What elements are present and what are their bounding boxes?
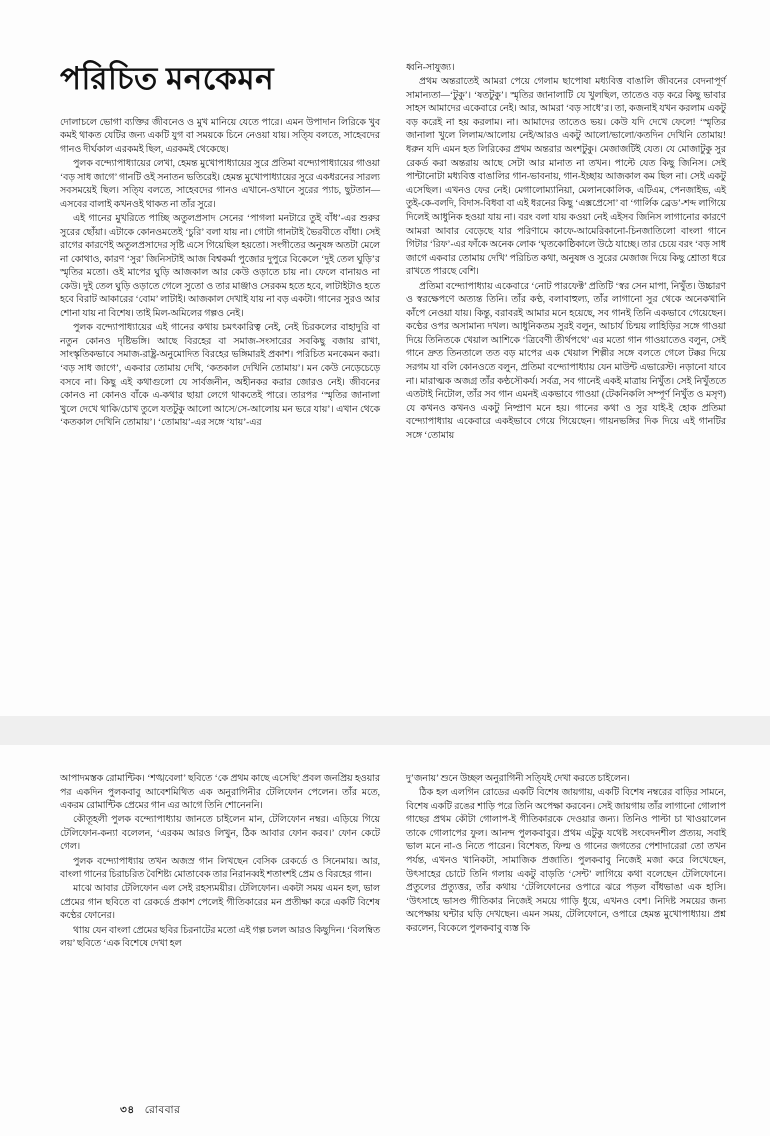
page-number: ৩৪	[120, 1105, 135, 1116]
paragraph: মাঝে আবার টেলিফোন এল সেই রহস্যময়ীর। টেলিফোন। একটা সময় এমন হল, ভাল প্রেমের গান ছবিতে বা রেকর্ডে প্রকাশ পেলেই গীতিকারের মন প্রতীক্ষা করে একটি বিশেষ কণ্ঠের ফোনের।	[60, 884, 380, 922]
paragraph: এই গানের মুখরিতে পাচ্ছি অতুলপ্রসাদ সেনের ‘পাগলা মনটারে তুই বাঁধ’-এর শুরুর সুরের ছোঁয়া। এটাকে কোনওমতেই ‘চুরি’ বলা যায় না। গোটা গানটাই ভৈরবীতে বাঁধা। সেই রাগের কারণেই অতুলপ্রসাদের সৃষ্টি এসে গিয়েছিল হয়তো। সংগীতের অনুষঙ্গ অতটা মেলে না কোথাও, কারণ ‘সুর’ জিনিসটাই আজ বিশ্বকর্মা পুজোর দুপুরে বিকেলে ‘দুই তেল ঘুড়ি’র স্মৃতির মতো। ওই মাপের ঘুড়ি আজকাল আর কেউ ওড়াতে চায় না। ফেলে বানায়ও না কেউ। দুই তেল ঘুড়ি ওড়াতে গেলে সুতো ও তার মাঞ্জাও সেরকম হতে হবে, লাটাইটাও হতে হবে বিরাট আকারের ‘বোম’ লাটাই। আজকাল দেখাই যায় না বড় একটা। গানের সুরও আর শোনা যায় না বিশেষ। তাই মিল-অমিলের গল্পও নেই।	[60, 213, 380, 320]
paragraph: কৌতূহলী পুলক বন্দ্যোপাধ্যায় জানতে চাইলেন মান, টেলিফোন নম্বর। এড়িয়ে গিয়ে টেলিফোন-কন্যা বলেলন, ‘এরকম আরও লিখুন, ঠিক আবার ফোন করব।’ ফোন কেটে গেল।	[60, 815, 380, 853]
paragraph: ধ্বনি-সাযুজ্য।	[406, 63, 455, 73]
publication-name: রোববার	[144, 1105, 181, 1116]
paragraph: ঠিক হল এলগিন রোডের একটি বিশেষ জায়গায়, একটি বিশেষ নম্বরের বাড়ির সামনে, বিশেষ একটি রঙের শাড়ি পরে তিনি অপেক্ষা করবেন। সেই জায়গায় তাঁর লাগানো গোলাপ গাছের প্রথম কৌটা গোলাপ-ই গীতিকারকে দেওয়ার জন্য। তিনিও পাল্টা চা খাওয়ালেন তাকে গোলাপের ফুল। আনন্দ পুলকবাবুর। প্রথম এটুকু যথেষ্ট সংবেদনশীল প্রত্যয়, সবাই ভাল মনে না-ও নিতে পারেন। বিশেষত, ফিল্ম ও গানের জগতের পেশাদারেরা তো তখন পর্যন্ত, এখনও খানিকটা, সামাজিক প্রজাতি। পুলকবাবু নিজেই মজা করে লিখেছেন, উৎসাহের চোটে তিনি গলায় একটু বাড়তি ‘সেন্ট’ লাগিয়ে কথা বলেছেন টেলিফোনে। প্রতুলের প্রত্যুত্তর, তাঁর কথায় ‘টেলিফোনের ওপারে ঝরে পড়ল বাঁধভাঙা এক হাসি। ‘উৎসাহে ভাসণ্ড গীতিকার নিজেই সময়ে গাড়ি ধুয়ে, এখনও বেশ। নিদিষ্ট সময়ের জন্য অপেক্ষায় ঘন্টার ঘড়ি দেখছেন। এমন সময়, টেলিফোনে, ওপারে হেমন্ত মুখোপাধ্যায়। প্রশ্ন করলেন, বিকেলে পুলকবাবু ব্যস্ত কি	[406, 788, 726, 935]
paragraph: দোলাচলে ভোগা ব্যক্তির জীবনেও ও মুখ মানিয়ে যেতে পারে। এমন উপাদান লিরিকে খুব কমই থাকত যেটির জন্য একটি যুগ বা সময়কে চিনে নেওয়া যায়। সতি্য বলতে, সাহেবদের গানও দীর্ঘকাল এরকমই ছিল, এরকমই থেকেছে।	[60, 117, 380, 155]
paragraph: প্রতিমা বন্দ্যোপাধ্যায় একেবারে ‘নোট পারফেক্ট’ প্রতিটি ‘স্বর সেন মাপা, নিখুঁত। উচ্চারণ ও স্বরক্ষেপণে অত্যন্ত তিনি। তাঁর কণ্ঠ, বলাবাহুল্য, তাঁর লাগানো সুর থেকে অনেকখানি কাঁপে নেওয়া যায়। কিন্তু, বরাবরই আমার মনে হয়েছে, সব গানই তিনি একভাবে গেয়েছেন। কণ্ঠের ওপর অসামান্য দখল। আধুনিকতম সুরই বলুন, আচার্য চিন্ময় লাহিড়ির সঙ্গে গাওয়া দিয়ে তিনিতকে খেয়াল আশিকে ‘ত্রিবেণী তীর্থপথে’ এর মতো গান গাওয়াতেও বলুন, সেই গানে দ্রুত তিনতালে তত বড় মাপের এক খেয়াল শিল্পীর সঙ্গে বলতে গেলে টক্কর দিয়ে সরগম যা বলি কোনওতে বলুন, প্রতিমা বন্দ্যোপাধ্যায় যেন মাউন্ট এভারেস্ট। নড়ানো যাবে না। মারাত্মক অজগ্র তাঁর কণ্ঠসৌকর্য। সর্বত্র, সব গানেই একই মাত্রায় নিখুঁত। সেই নিখুঁততে এতটাই নিটোল, তাঁর সব গান এমনই একভাবে গাওয়া (টেকনিকলি সম্পূর্ণ নিখুঁত ও মসৃণ) যে কখনও কখনও একটু নিষ্প্রাণ মনে হয়। গানের কথা ও সুর যাই-ই হোক প্রতিমা বন্দ্যোপাধ্যায় একেবারে একইভাবে গেয়ে গিয়েছেন। গায়নভঙ্গির দিক দিয়ে এই গানটির সঙ্গে ‘তোমায়	[406, 281, 726, 442]
upper-columns	[60, 0, 726, 444]
page-lower-sheet	[0, 745, 770, 1136]
lower-columns	[60, 745, 726, 952]
paragraph: থাায় যেন বাংলা প্রেমের ছবির চিরনাটের মতো এই গল্প চলল আরও কিছুদিন। ‘বিলম্বিত লয়’ ছবিতে ‘এক বিশেষে দেখা হল	[60, 925, 380, 950]
upper-left-column	[60, 0, 380, 444]
lower-content-area	[60, 745, 726, 1136]
title-block	[60, 0, 380, 117]
paragraph: আপাদমস্তক রোমান্টিক। ‘শঙ্খবেলা’ ছবিতে ‘কে প্রথম কাছে এসেছি’ প্রবল জনপ্রিয় হওয়ার পর একদিন পুলকবাবু আবেশমিথিত এক অনুরাগিনীর টেলিফোন পেলেন। তাঁর মতে, একরম রোমান্টিক প্রেমের গান এর আগে তিনি শোনেননি।	[60, 774, 380, 812]
paragraph: পুলক বন্দ্যোপাধ্যায়ের এই গানের কথায় চমৎকারিত্ব নেই, নেই চিরকলের বাহাদুরি বা নতুন কোনও দৃষ্টিভঙ্গি। আছে বিরহের বা সমাজ-সংসারের সবকিছু বজায় রাখা, সাংস্কৃতিকভাবে সমাজ-রাষ্ট্র-অনুমোদিত বিরহের ভঙ্গিমারই প্রকাশ। পরিচিত মনকেমন করা। ‘বড় সাধ জাগে’, একবার তোমায় দেখি, ‘কতকাল দেখিনি তোমায়’। মন কেউ নেড়েচেড়ে বসবে না। কিছু এই কথাগুলো যে সার্বজনীন, অহীনকর করার জোরও নেই। জীবনের কোনও না কোনও বাঁকে এ-কথার ছায়া লেগে থাকতেই পারে। তারপর ‘স্মৃতির জানালা খুলে দেখে থাকি/চোখ তুলে যতটুকু আলো আসে/সে-আলোয় মন ভরে যায়’। এখান থেকে ‘কতকাল দেখিনি তোমায়’। ‘তোমায়’-এর সঙ্গে ‘যায়’-এর	[60, 323, 380, 429]
lower-right-column	[406, 773, 726, 952]
page-footer	[120, 1103, 180, 1120]
page-title: পরিচিত মনকেমন	[60, 61, 275, 96]
upper-right-column	[406, 0, 726, 444]
paragraph: পুলক বন্দ্যোপাধ্যায়ের লেখা, হেমন্ত মুখোপাধ্যায়ের সুরে প্রতিমা বন্দ্যোপাধ্যায়ের গাওয়া ‘বড় সাধ জাগে’ গানটি ওই সনাতন ভতিরেই। হেমন্ত মুখোপাধ্যায়ের সুরে একধরনের সারল্য সবসময়েই ছিল। সতি্য বলতে, সাহেবদের গানও এখানে-ওখানে সুরের প্যাচ, ছুটতান—এসবের বালাই কখনওই থাকত না তাঁর সুরে।	[60, 159, 380, 210]
upper-content-area	[60, 0, 726, 716]
paragraph: পুলক বন্দ্যোপাধ্যায় তখন অজস্র গান লিখছেন বেসিক রেকর্ডে ও সিনেমায়। আর, বাংলা গানের চিরাচরিত বৈশিষ্ট্য মোতাবেক তার নিরানব্বই শতাংশই প্রেম ও বিরহের গান।	[60, 856, 380, 881]
paragraph: প্রথম অন্তরাতেই আমরা পেয়ে গেলাম ছাপোষা মধ্যবিত্ত বাঙালি জীবনের বেদনাপূর্ণ সামান্যতা—‘টুকু’। ‘ষতটুকু’। স্মৃতির জানালাটি যে খুলছিল, তাতেও বড় করে কিছু ভাবার সাহস আমাদের একেবারে নেই। আর, আমরা ‘বড় সাধে’র। তা, কজনাই যখন করলাম একটু বড় করেই না হয় করলাম। না। আমাদের তাতেও ভয়। কেউ যদি দেখে ফেলে! ‘স্মৃতির জানালা খুলে লিলাম/আলোয় নেই/আরও একটু আলো/ভালো/কতদিন দেখিনি তোমায়! ধরুন যদি এমন হত লিরিকের প্রথম অন্তরার অংশটুকু। মেজাজটিই যেত। যে মোজাটুকু সুর রেকর্ড করা অন্তরায় আছে সেটা আর মানাত না তখন। পাল্টে যেত কিছু জিনিস। সেই পান্টানোটা মধ্যবিত্ত বাঙালির গান-ভাবনায়, গান-ইচ্ছায় আজকাল কম ছিল না। সেই একটু এসেছিল। এখনও ফের নেই। মেগালোম্যানিয়া, মেলানকোলিক, এটিএম, পেনজাইভ, এই তুই-কে-বলদি, বিদাস-বিধবা বা এই ধরনের কিছু ‘এক্সপ্রেসো’ বা ‘গার্লিক ব্রেড’-শব্দ লাগিয়ে দিলেই আধুনিক হওয়া যায় না। বরং বলা যায় কওয়া নেই এইসব জিনিস লাগানোর কারণে আমরা আবার বেড়েছে যার পরিণামে কাফে-আমেরিকানো-চিনজাতিলো বাংলা গানে গিটার ‘রিফ’-এর ফাঁকে অনেক লোক ‘ঘৃতকোষ্ঠিকালে উঠে যাচ্ছে। তার চেয়ে বরং ‘বড় সাধ জাগে একবার তোমায় দেখি’ পরিচিত কথা, অনুষঙ্গ ও সুরের মেজাজ দিয়ে কিছু শ্রোতা ধরে রাখতে পারছে বেশি।	[406, 77, 726, 278]
lower-left-column	[60, 773, 380, 952]
paragraph: দু’জনায়’ শুনে উচ্ছল অনুরাগিনী সতি্যই দেখা করতে চাইলেন।	[406, 774, 630, 784]
